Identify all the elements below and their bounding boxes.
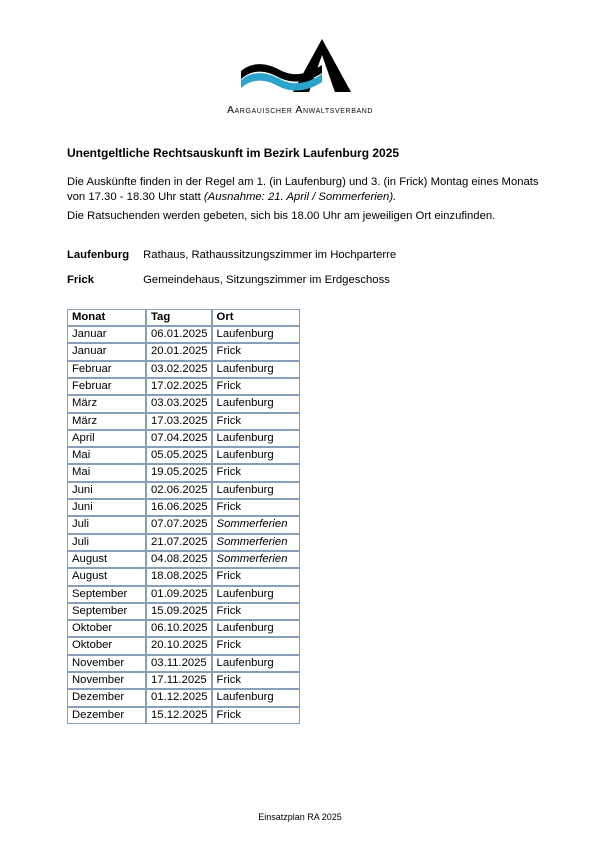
- table-row: [67, 482, 300, 499]
- table-cell-tag: 07.04.2025: [146, 430, 212, 447]
- table-cell-tag: 07.07.2025: [146, 516, 212, 533]
- table-cell-tag: 15.09.2025: [146, 603, 212, 620]
- table-cell-monat: November: [67, 655, 146, 672]
- location-row-frick: [67, 274, 542, 286]
- table-cell-tag: 15.12.2025: [146, 707, 212, 724]
- schedule-table: [67, 309, 300, 724]
- table-cell-tag: 18.08.2025: [146, 568, 212, 585]
- table-cell-monat: Dezember: [67, 689, 146, 706]
- table-cell-monat: Juni: [67, 482, 146, 499]
- table-cell-ort: Frick: [212, 568, 300, 585]
- locations-list: [67, 249, 542, 286]
- table-cell-ort: Frick: [212, 413, 300, 430]
- table-cell-tag: 01.09.2025: [146, 586, 212, 603]
- table-cell-monat: Juli: [67, 534, 146, 551]
- table-cell-ort: Sommerferien: [212, 516, 300, 533]
- intro-line2: von 17.30 - 18.30 Uhr statt (Ausnahme: 21. April / Sommerferien).: [67, 190, 397, 203]
- table-row: [67, 707, 300, 724]
- table-row: [67, 447, 300, 464]
- table-row: [67, 430, 300, 447]
- table-row: [67, 534, 300, 551]
- table-cell-monat: Januar: [67, 343, 146, 360]
- table-cell-tag: 17.03.2025: [146, 413, 212, 430]
- table-row: [67, 586, 300, 603]
- location-description: Rathaus, Rathaussitzungszimmer im Hochparterre: [143, 248, 397, 261]
- intro-exception-note: (Ausnahme: 21. April / Sommerferien).: [203, 190, 397, 203]
- table-cell-monat: August: [67, 551, 146, 568]
- table-row: [67, 326, 300, 343]
- intro-paragraph-2: Die Ratsuchenden werden gebeten, sich bis 18.00 Uhr am jeweiligen Ort einzufinden.: [67, 210, 496, 223]
- table-cell-monat: Januar: [67, 326, 146, 343]
- intro-line1: Die Auskünfte finden in der Regel am 1. (in Laufenburg) und 3. (in Frick) Montag eines Monats: [67, 176, 539, 188]
- table-cell-tag: 05.05.2025: [146, 447, 212, 464]
- table-row: [67, 655, 300, 672]
- table-cell-ort: Laufenburg: [212, 326, 300, 343]
- table-row: [67, 499, 300, 516]
- table-cell-tag: 19.05.2025: [146, 464, 212, 481]
- anwaltsverband-logo-icon: [225, 34, 375, 98]
- table-cell-ort: Laufenburg: [212, 395, 300, 412]
- table-row: [67, 361, 300, 378]
- table-row: [67, 603, 300, 620]
- table-cell-ort: Frick: [212, 672, 300, 689]
- table-cell-monat: März: [67, 413, 146, 430]
- document-content: [0, 146, 600, 724]
- table-cell-tag: 06.01.2025: [146, 326, 212, 343]
- table-header-row: [67, 309, 300, 326]
- table-cell-tag: 03.03.2025: [146, 395, 212, 412]
- table-row: [67, 672, 300, 689]
- table-cell-monat: September: [67, 586, 146, 603]
- table-cell-monat: Juli: [67, 516, 146, 533]
- table-cell-ort: Frick: [212, 637, 300, 654]
- table-row: [67, 551, 300, 568]
- table-cell-tag: 06.10.2025: [146, 620, 212, 637]
- table-cell-tag: 02.06.2025: [146, 482, 212, 499]
- table-cell-tag: 17.02.2025: [146, 378, 212, 395]
- table-cell-monat: November: [67, 672, 146, 689]
- column-header-ort: Ort: [212, 309, 300, 326]
- table-cell-monat: Oktober: [67, 637, 146, 654]
- table-cell-tag: 17.11.2025: [146, 672, 212, 689]
- page-footer: Einsatzplan RA 2025: [258, 812, 342, 822]
- table-row: [67, 637, 300, 654]
- logo-block: [0, 0, 600, 116]
- table-cell-tag: 20.01.2025: [146, 343, 212, 360]
- table-cell-monat: Februar: [67, 378, 146, 395]
- table-cell-ort: Sommerferien: [212, 551, 300, 568]
- table-cell-ort: Frick: [212, 343, 300, 360]
- page-title: Unentgeltliche Rechtsauskunft im Bezirk Laufenburg 2025: [67, 146, 400, 160]
- table-cell-ort: Frick: [212, 603, 300, 620]
- table-row: [67, 568, 300, 585]
- table-cell-tag: 16.06.2025: [146, 499, 212, 516]
- table-cell-tag: 03.11.2025: [146, 655, 212, 672]
- table-cell-monat: Oktober: [67, 620, 146, 637]
- table-cell-monat: Februar: [67, 361, 146, 378]
- table-cell-monat: September: [67, 603, 146, 620]
- table-row: [67, 378, 300, 395]
- table-cell-tag: 21.07.2025: [146, 534, 212, 551]
- table-cell-ort: Laufenburg: [212, 655, 300, 672]
- table-cell-ort: Frick: [212, 464, 300, 481]
- location-description: Gemeindehaus, Sitzungszimmer im Erdgeschoss: [143, 273, 390, 286]
- table-cell-tag: 03.02.2025: [146, 361, 212, 378]
- table-cell-ort: Laufenburg: [212, 620, 300, 637]
- table-cell-ort: Laufenburg: [212, 361, 300, 378]
- table-cell-tag: 20.10.2025: [146, 637, 212, 654]
- table-cell-monat: März: [67, 395, 146, 412]
- location-row-laufenburg: [67, 249, 542, 261]
- table-cell-monat: Mai: [67, 464, 146, 481]
- schedule-table-head: [67, 309, 300, 326]
- table-cell-ort: Laufenburg: [212, 430, 300, 447]
- table-cell-ort: Laufenburg: [212, 586, 300, 603]
- table-cell-ort: Laufenburg: [212, 689, 300, 706]
- table-cell-ort: Frick: [212, 378, 300, 395]
- table-row: [67, 343, 300, 360]
- table-row: [67, 395, 300, 412]
- table-row: [67, 620, 300, 637]
- column-header-monat: Monat: [67, 309, 146, 326]
- table-cell-monat: Juni: [67, 499, 146, 516]
- table-cell-ort: Frick: [212, 707, 300, 724]
- table-row: [67, 413, 300, 430]
- table-cell-tag: 04.08.2025: [146, 551, 212, 568]
- organization-name: Aargauischer Anwaltsverband: [226, 104, 374, 116]
- table-cell-monat: Dezember: [67, 707, 146, 724]
- table-cell-tag: 01.12.2025: [146, 689, 212, 706]
- table-cell-monat: August: [67, 568, 146, 585]
- table-cell-ort: Sommerferien: [212, 534, 300, 551]
- table-cell-ort: Laufenburg: [212, 482, 300, 499]
- table-row: [67, 516, 300, 533]
- location-name: Frick: [67, 273, 95, 286]
- table-cell-ort: Laufenburg: [212, 447, 300, 464]
- table-row: [67, 464, 300, 481]
- table-cell-ort: Frick: [212, 499, 300, 516]
- column-header-tag: Tag: [146, 309, 212, 326]
- location-name: Laufenburg: [67, 248, 130, 261]
- table-cell-monat: April: [67, 430, 146, 447]
- table-cell-monat: Mai: [67, 447, 146, 464]
- intro-paragraph: [67, 175, 542, 204]
- table-row: [67, 689, 300, 706]
- schedule-table-body: [67, 326, 300, 724]
